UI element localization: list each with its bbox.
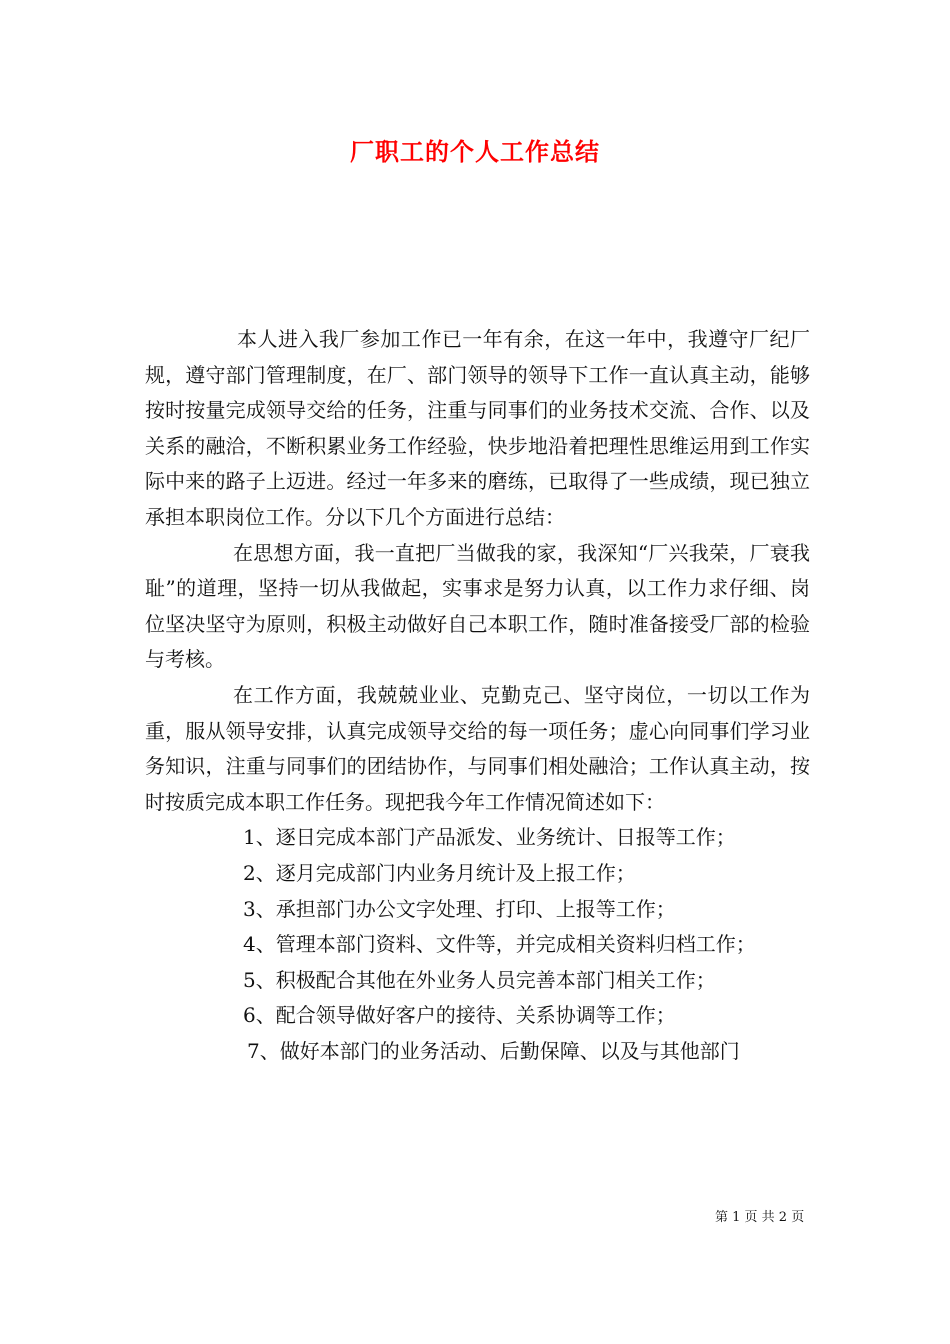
list-item: 4、管理本部门资料、文件等，并完成相关资料归档工作； (243, 932, 756, 957)
list-item: 7、做好本部门的业务活动、后勤保障、以及与其他部门 (247, 1038, 740, 1063)
list-item: 3、承担部门办公文字处理、打印、上报等工作； (243, 896, 676, 921)
paragraph-work: 在工作方面，我兢兢业业、克勤克己、坚守岗位，一切以工作为重，服从领导安排，认真完成领导交给的每一项任务；虚心向同事们学习业务知识，注重与同事们的团结协作，与同事们相处融洽；工作认真主动，按时按质完成本职工作任务。现把我今年工作情况简述如下： (145, 682, 810, 814)
paragraph-intro: 本人进入我厂参加工作已一年有余，在这一年中，我遵守厂纪厂规，遵守部门管理制度，在厂、部门领导的领导下工作一直认真主动，能够按时按量完成领导交给的任务，注重与同事们的业务技术交流、合作、以及关系的融洽，不断积累业务工作经验，快步地沿着把理性思维运用到工作实际中来的路子上迈进。经过一年多来的磨练，已取得了一些成绩，现已独立承担本职岗位工作。分以下几个方面进行总结： (145, 327, 810, 529)
list-item: 2、逐月完成部门内业务月统计及上报工作； (243, 860, 636, 885)
page-number-footer: 第 1 页 共 2 页 (715, 1210, 805, 1225)
list-item: 1、逐日完成本部门产品派发、业务统计、日报等工作； (243, 825, 736, 850)
paragraph-thought: 在思想方面，我一直把厂当做我的家，我深知“厂兴我荣，厂衰我耻”的道理，坚持一切从我做起，实事求是努力认真，以工作力求仔细、岗位坚决坚守为原则，积极主动做好自己本职工作，随时准备接受厂部的检验与考核。 (145, 540, 810, 672)
list-item: 5、积极配合其他在外业务人员完善本部门相关工作； (243, 967, 716, 992)
list-item: 6、配合领导做好客户的接待、关系协调等工作； (243, 1003, 676, 1028)
document-title: 厂职工的个人工作总结 (350, 137, 600, 166)
document-body (145, 322, 810, 1069)
